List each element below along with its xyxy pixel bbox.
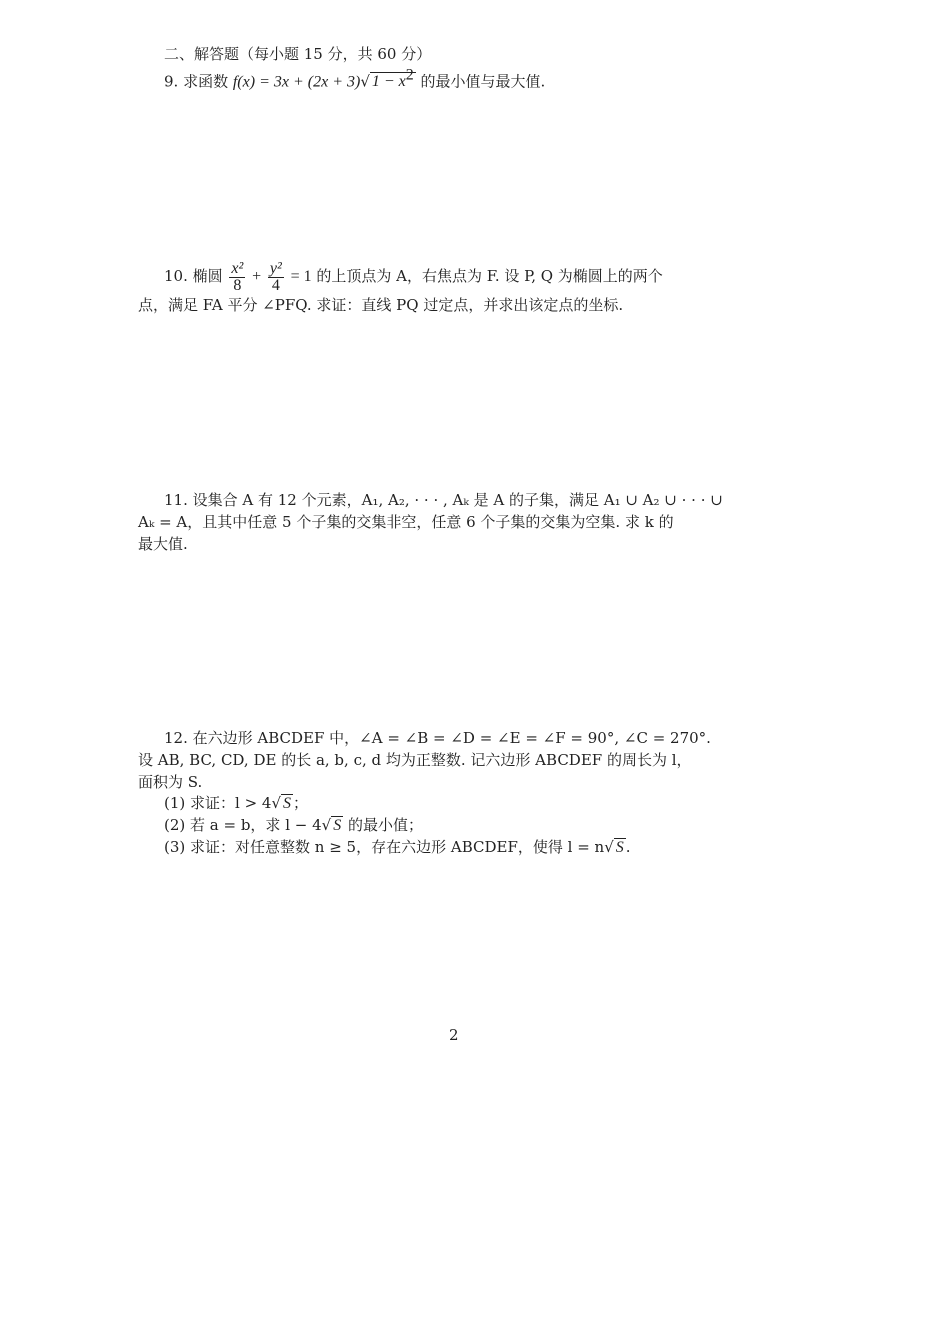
problem-9: 9. 求函数 f(x) = 3x + (2x + 3)√ $1 - x^2$ 的最小值与最大值.: [164, 67, 546, 91]
problem-12-line1: 12. 在六边形 ABCDEF 中，∠A = ∠B = ∠D = ∠E = ∠F = 90°, ∠C = 270°.: [164, 729, 711, 747]
problem-12-sub1: (1) 求证：l > 4√ S ；: [164, 794, 309, 812]
problem-11-line2: Aₖ = A，且其中任意 5 个子集的交集非空，任意 6 个子集的交集为空集. 求 k 的: [138, 513, 674, 531]
problem-11-line3: 最大值.: [138, 535, 188, 553]
problem-12-line2: 设 AB, BC, CD, DE 的长 a, b, c, d 均为正整数. 记六边形 ABCDEF 的周长为 l，: [138, 751, 692, 769]
problem-10-line1: 10. 椭圆 $\frac{\text{x²}}{8}$ + $\frac{\text{y²}}{4}$ = 1 的上顶点为 A，右焦点为 F. 设 P, Q 为椭圆上的两个: [164, 259, 663, 294]
problem-12-line3: 面积为 S.: [138, 773, 203, 791]
page-number: 2: [449, 1026, 459, 1044]
sqrt-symbol: √ $1 - x^2$: [360, 67, 414, 91]
section-heading: 二、解答题（每小题 15 分，共 60 分）: [164, 45, 432, 63]
fraction-y2-4: $\frac{\text{y²}}{4}$: [269, 259, 282, 294]
problem-10-line2: 点，满足 FA 平分 ∠PFQ. 求证：直线 PQ 过定点，并求出该定点的坐标.: [138, 296, 624, 314]
problem-12-sub3: (3) 求证：对任意整数 n ≥ 5，存在六边形 ABCDEF，使得 l = n√ S .: [164, 838, 631, 856]
problem-12-sub2: (2) 若 a = b，求 l − 4√ S 的最小值；: [164, 816, 423, 834]
fraction-x2-8: $\frac{\text{x²}}{8}$: [231, 259, 244, 294]
problem-11-line1: 11. 设集合 A 有 12 个元素，A₁, A₂, · · · , Aₖ 是 A 的子集，满足 A₁ ∪ A₂ ∪ · · · ∪: [164, 491, 723, 509]
